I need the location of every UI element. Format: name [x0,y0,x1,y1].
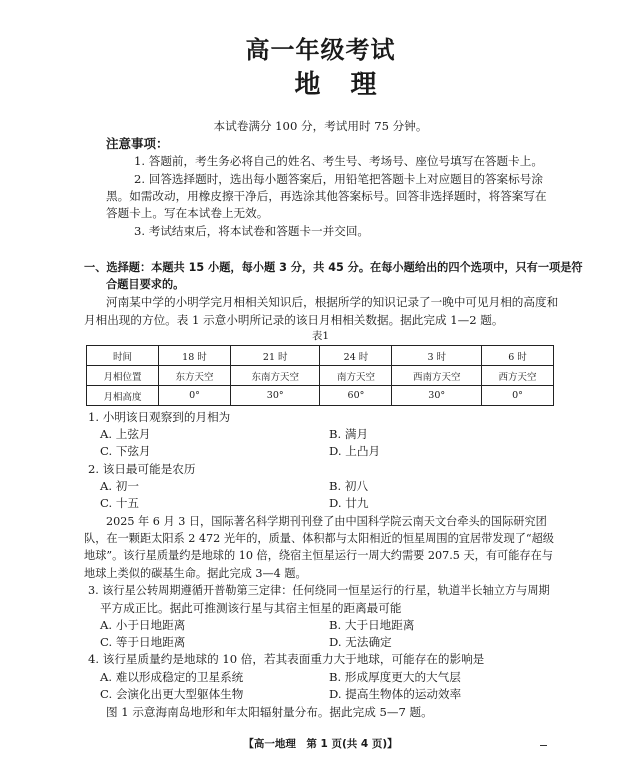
table-cell: 18 时 [158,346,230,366]
notice-line-3: 黑。如需改动，用橡皮擦干净后，再选涂其他答案标号。回答非选择题时，将答案写在 [106,189,547,203]
intro2-line-3: 地球”。该行星质量约是地球的 10 倍，绕宿主恒星运行一周大约需要 207.5 天，有可能存在与 [84,549,553,562]
exam-info: 本试卷满分 100 分，考试用时 75 分钟。 [213,119,428,133]
q1-option-b: B. 满月 [329,427,369,441]
subject-title: 地理 [294,70,407,100]
q3-stem-2: 平方成正比。据此可推测该行星与其宿主恒星的距离最可能 [100,601,402,615]
table-cell: 3 时 [392,346,482,366]
q3-option-d: D. 无法确定 [329,635,392,649]
q4-option-b: B. 形成厚度更大的大气层 [329,670,461,684]
moon-phase-table [86,345,554,406]
table-cell: 6 时 [481,346,553,366]
intro3-line: 图 1 示意海南岛地形和年太阳辐射量分布。据此完成 5—7 题。 [106,705,433,719]
q3-stem-1: 3. 该行星公转周期遵循开普勒第三定律：任何绕同一恒星运行的行星，轨道半长轴立方与周期 [88,584,550,597]
q3-option-b: B. 大于日地距离 [329,618,415,632]
table-cell: 西南方天空 [392,366,482,386]
table-cell: 东方天空 [158,366,230,386]
q4-option-d: D. 提高生物体的运动效率 [329,687,462,701]
table-cell: 30° [392,386,482,406]
intro2-line-2: 队，在一颗距太阳系 2 472 光年的，质量、体积都与太阳相近的恒星周围的宜居带发现了“超级 [84,532,554,545]
table-cell: 0° [158,386,230,406]
q2-option-a: A. 初一 [100,479,139,493]
q4-stem: 4. 该行星质量约是地球的 10 倍，若其表面重力大于地球，可能存在的影响是 [88,652,485,666]
footer-mark [540,745,547,746]
table-cell: 30° [230,386,320,406]
section-heading-2: 合题目要求的。 [106,278,185,291]
table-cell: 月相高度 [87,386,159,406]
table-caption: 表1 [311,330,330,342]
q3-option-a: A. 小于日地距离 [100,618,186,632]
notice-line-1: 1. 答题前，考生务必将自己的姓名、考生号、考场号、座位号填写在答题卡上。 [134,154,543,168]
q2-option-b: B. 初八 [329,479,369,493]
notice-line-5: 3. 考试结束后，将本试卷和答题卡一并交回。 [134,224,370,238]
intro1-line-2: 月相出现的方位。表 1 示意小明所记录的该日月相相关数据。据此完成 1—2 题。 [84,313,504,327]
table-row [87,346,554,366]
notice-line-2: 2. 回答选择题时，选出每小题答案后，用铅笔把答题卡上对应题目的答案标号涂 [134,172,543,186]
intro2-line-1: 2025 年 6 月 3 日，国际著名科学期刊刊登了由中国科学院云南天文台牵头的国际研究团 [106,515,547,528]
q4-option-a: A. 难以形成稳定的卫星系统 [100,670,244,684]
q2-option-d: D. 廿九 [329,496,369,510]
q1-option-a: A. 上弦月 [100,427,151,441]
table-row [87,386,554,406]
table-cell: 60° [320,386,392,406]
q2-stem: 2. 该日最可能是农历 [88,462,196,476]
page-footer: 【高一地理 第 1 页(共 4 页)】 [243,738,398,750]
table-cell: 东南方天空 [230,366,320,386]
notice-line-4: 答题卡上。写在本试卷上无效。 [106,206,269,220]
q2-option-c: C. 十五 [100,496,140,510]
table-cell: 21 时 [230,346,320,366]
q1-option-c: C. 下弦月 [100,444,151,458]
table-cell: 24 时 [320,346,392,366]
q3-option-c: C. 等于日地距离 [100,635,186,649]
intro1-line-1: 河南某中学的小明学完月相相关知识后，根据所学的知识记录了一晚中可见月相的高度和 [106,295,559,309]
section-heading-1: 一、选择题：本题共 15 小题，每小题 3 分，共 45 分。在每小题给出的四个选项中，只有一项是符 [84,261,583,274]
table-cell: 南方天空 [320,366,392,386]
table-cell: 时间 [87,346,159,366]
q1-stem: 1. 小明该日观察到的月相为 [88,410,231,424]
table-row [87,366,554,386]
q4-option-c: C. 会演化出更大型躯体生物 [100,687,244,701]
intro2-line-4: 地球上类似的碳基生命。据此完成 3—4 题。 [84,567,307,580]
table-cell: 0° [481,386,553,406]
exam-title: 高一年级考试 [245,36,396,64]
table-cell: 西方天空 [481,366,553,386]
notice-heading: 注意事项： [106,136,169,151]
q1-option-d: D. 上凸月 [329,444,381,458]
table-cell: 月相位置 [87,366,159,386]
